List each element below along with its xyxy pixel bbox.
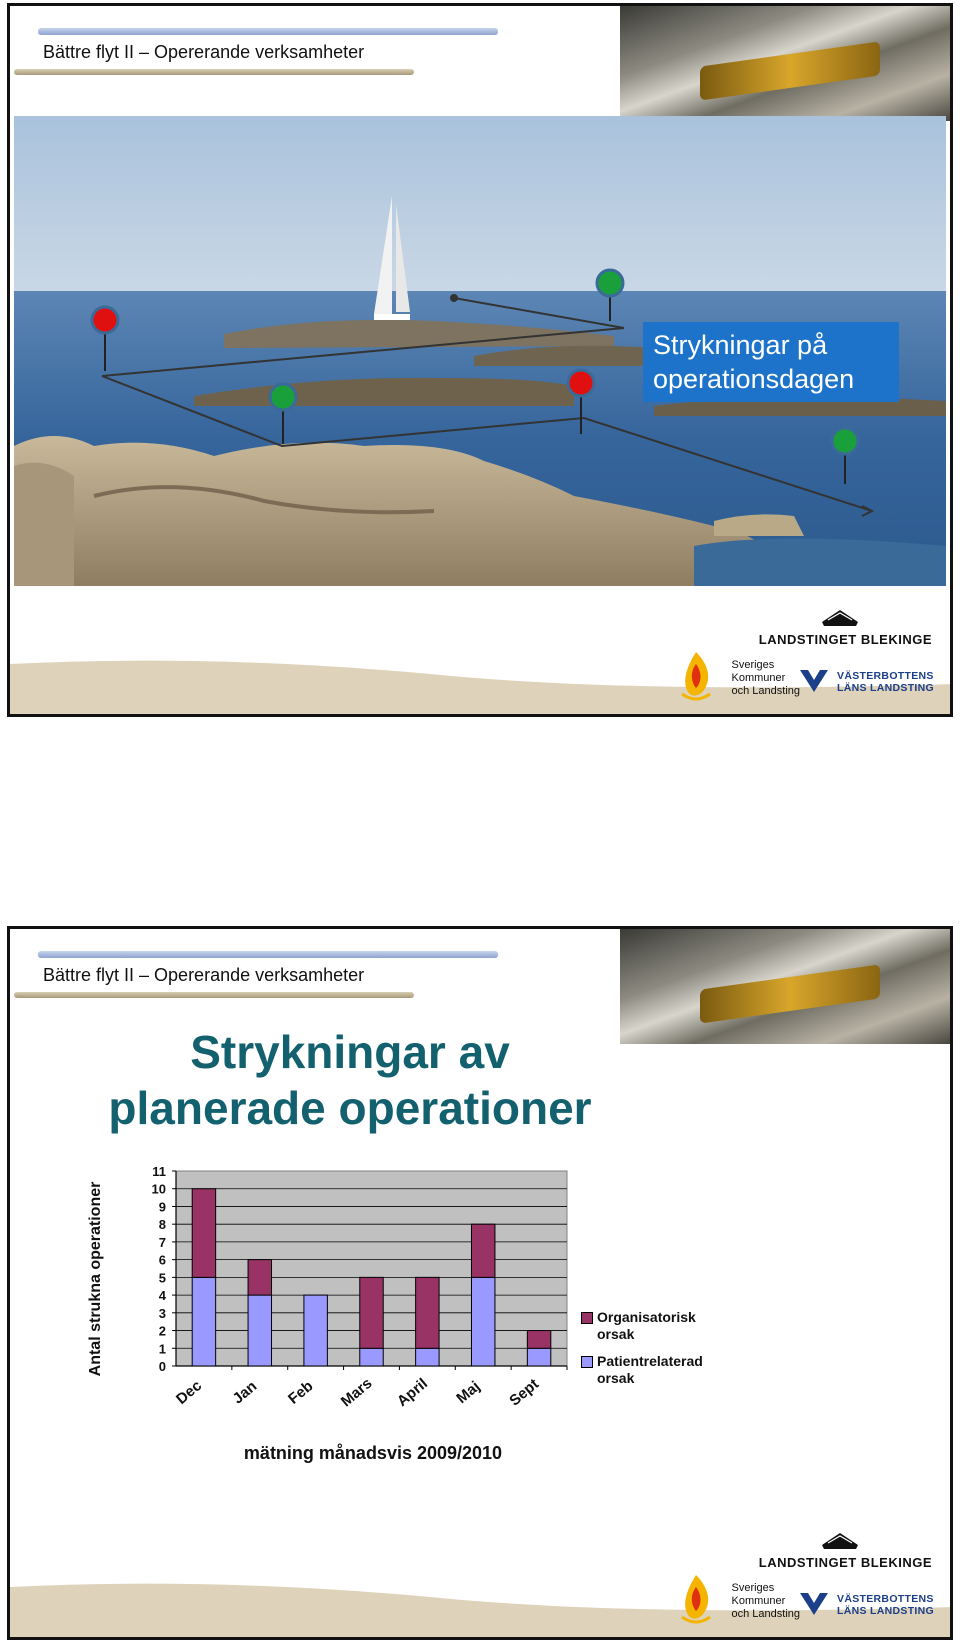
bar-patientrelaterad <box>304 1295 327 1366</box>
y-tick-label: 9 <box>158 1199 166 1215</box>
surgical-instrument-photo <box>620 6 950 121</box>
landstinget-blekinge-crown-icon <box>820 608 860 628</box>
skl-name-line3: och Landsting <box>731 685 800 697</box>
bar-patientrelaterad <box>192 1277 215 1366</box>
y-tick-label: 5 <box>158 1270 166 1286</box>
header-title: Bättre flyt II – Opererande verksamheter <box>43 965 365 985</box>
bar-organisatorisk <box>416 1277 439 1348</box>
vasterbotten-name-line2: LÄNS LANDSTING <box>837 1605 934 1617</box>
y-tick-label: 11 <box>152 1164 166 1179</box>
slide1-title-line2: operationsdagen <box>653 364 855 394</box>
slide1-title-banner <box>643 322 899 402</box>
legend-item-patient <box>581 1353 737 1387</box>
legend-swatch-patient <box>581 1356 593 1368</box>
slide-1 <box>7 3 953 717</box>
vasterbotten-name-line1: VÄSTERBOTTENS <box>837 1593 934 1605</box>
skl-name <box>732 659 801 698</box>
slide2-title-line2: planerade operationer <box>108 1082 592 1134</box>
y-tick-label: 2 <box>158 1323 166 1339</box>
landstinget-blekinge-crown-icon <box>820 1531 860 1551</box>
y-tick-label: 8 <box>158 1217 166 1233</box>
y-tick-label: 1 <box>158 1341 166 1357</box>
slide2-title-line1: Strykningar av <box>190 1026 510 1078</box>
chart-legend <box>581 1309 781 1397</box>
bar-patientrelaterad <box>527 1348 550 1366</box>
skl-name-line2: Kommuner <box>731 672 786 684</box>
header-underline-bar <box>14 69 414 75</box>
x-tick-label: Dec <box>173 1377 206 1408</box>
y-tick-label: 10 <box>151 1181 166 1197</box>
vasterbotten-name <box>837 1593 934 1617</box>
slide1-title-line1: Strykningar på <box>653 330 828 360</box>
skl-name-line1: Sveriges <box>731 659 775 671</box>
vasterbotten-logo-icon <box>800 1593 828 1615</box>
skl-name <box>732 1582 801 1621</box>
bar-patientrelaterad <box>248 1295 271 1366</box>
bar-organisatorisk <box>527 1331 550 1349</box>
y-axis-label: Antal strukna operationer <box>87 1181 104 1377</box>
vasterbotten-name <box>837 670 934 694</box>
skl-flame-icon <box>678 650 714 702</box>
landstinget-blekinge-name: LANDSTINGET BLEKINGE <box>758 632 932 647</box>
vasterbotten-name-line2: LÄNS LANDSTING <box>837 682 934 694</box>
x-tick-label: Mars <box>337 1374 376 1411</box>
instrument-gold-band <box>700 41 880 100</box>
legend-swatch-organisatorisk <box>581 1312 593 1324</box>
bar-patientrelaterad <box>471 1277 494 1366</box>
x-tick-label: Sept <box>506 1375 543 1410</box>
skl-name-line1: Sveriges <box>731 1582 775 1594</box>
skl-flame-icon <box>678 1573 714 1625</box>
slide-2 <box>7 926 953 1640</box>
y-tick-label: 7 <box>158 1234 166 1250</box>
x-tick-label: April <box>393 1375 432 1411</box>
bar-patientrelaterad <box>416 1348 439 1366</box>
x-tick-label: Feb <box>285 1377 317 1408</box>
header-title: Bättre flyt II – Opererande verksamheter <box>43 42 365 62</box>
landstinget-blekinge-name: LANDSTINGET BLEKINGE <box>758 1555 932 1570</box>
x-tick-label: Maj <box>453 1378 484 1408</box>
legend-label-organisatorisk: Organisatorisk orsak <box>597 1309 696 1342</box>
vasterbotten-name-line1: VÄSTERBOTTENS <box>837 670 934 682</box>
skl-name-line2: Kommuner <box>731 1595 786 1607</box>
vasterbotten-logo-icon <box>800 670 828 692</box>
bar-organisatorisk <box>360 1277 383 1348</box>
y-tick-label: 3 <box>158 1305 166 1321</box>
bar-organisatorisk <box>471 1224 494 1277</box>
bar-organisatorisk <box>192 1189 215 1278</box>
bar-organisatorisk <box>248 1260 271 1295</box>
y-tick-label: 4 <box>158 1288 166 1304</box>
legend-item-organisatorisk <box>581 1309 737 1343</box>
y-tick-label: 6 <box>158 1252 166 1268</box>
skl-name-line3: och Landsting <box>731 1608 800 1620</box>
header-accent-bar <box>38 28 498 35</box>
legend-label-patient: Patientrelaterad orsak <box>597 1353 703 1386</box>
y-tick-label: 0 <box>158 1359 166 1374</box>
bar-patientrelaterad <box>360 1348 383 1366</box>
x-tick-label: Jan <box>229 1377 261 1408</box>
bar-chart <box>10 929 953 1640</box>
x-axis-label: mätning månadsvis 2009/2010 <box>243 1443 503 1463</box>
